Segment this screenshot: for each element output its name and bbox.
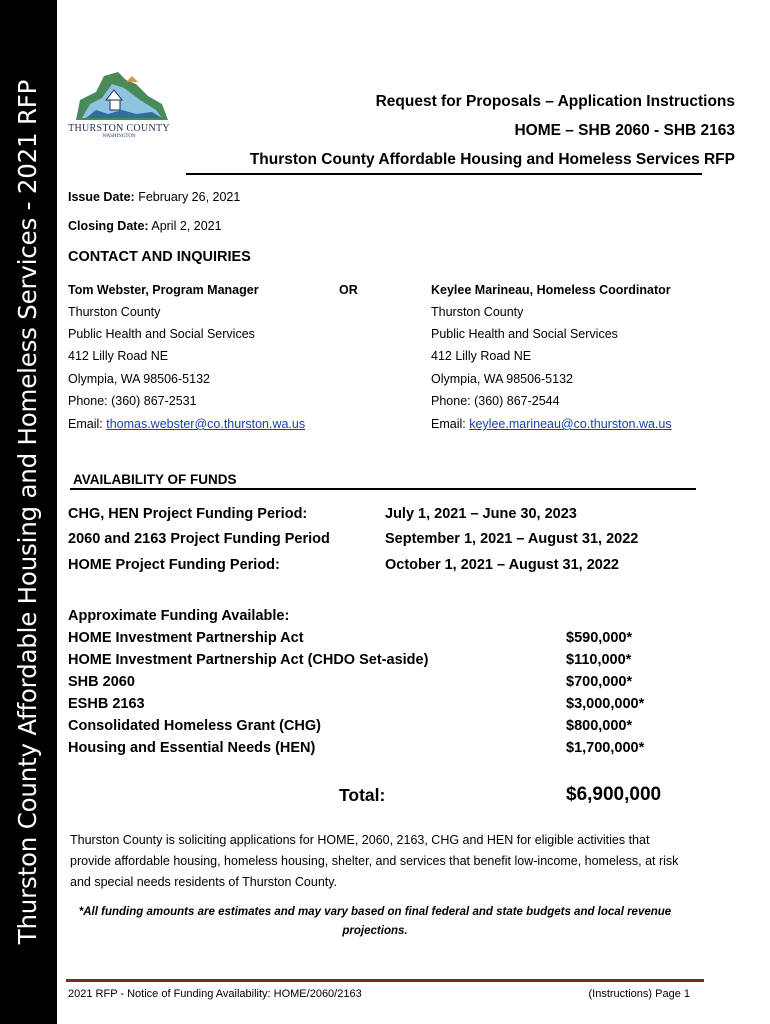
issue-date xyxy=(68,190,240,204)
contact-right-email-label: Email: xyxy=(431,417,466,431)
fund-amount: $590,000* xyxy=(566,630,633,646)
footer-left: 2021 RFP - Notice of Funding Availability: HOME/2060/2163 xyxy=(68,988,362,1000)
fund-name: HOME Investment Partnership Act (CHDO Set-aside) xyxy=(68,652,429,668)
fund-amount: $1,700,000* xyxy=(566,740,645,756)
sidebar-banner xyxy=(0,0,57,1024)
fund-amount: $700,000* xyxy=(566,674,633,690)
period-value-home: October 1, 2021 – August 31, 2022 xyxy=(385,557,619,573)
contact-or: OR xyxy=(339,283,358,297)
contact-left-email-link[interactable]: thomas.webster@co.thurston.wa.us xyxy=(106,417,306,431)
header-title: Request for Proposals – Application Instructions xyxy=(375,93,735,110)
contact-left-email-row xyxy=(68,417,305,431)
header-programs: HOME – SHB 2060 - SHB 2163 xyxy=(514,122,735,139)
contact-right-dept: Public Health and Social Services xyxy=(431,327,618,341)
availability-rule xyxy=(70,488,696,490)
contact-right-email-row xyxy=(431,417,672,431)
logo-state: WASHINGTON xyxy=(102,134,136,139)
contact-heading: CONTACT AND INQUIRIES xyxy=(68,249,251,265)
closing-date-label: Closing Date: xyxy=(68,219,149,233)
period-value-chg-hen: July 1, 2021 – June 30, 2023 xyxy=(385,506,577,522)
contact-right-phone: Phone: (360) 867-2544 xyxy=(431,394,560,408)
fund-name: SHB 2060 xyxy=(68,674,135,690)
contact-left-org: Thurston County xyxy=(68,305,161,319)
header-rfp-name: Thurston County Affordable Housing and Homeless Services RFP xyxy=(249,151,735,168)
fund-name: Consolidated Homeless Grant (CHG) xyxy=(68,718,321,734)
footer-page-number: (Instructions) Page 1 xyxy=(588,988,690,1000)
contact-left-street: 412 Lilly Road NE xyxy=(68,349,169,363)
contact-left-phone: Phone: (360) 867-2531 xyxy=(68,394,197,408)
contact-left-name: Tom Webster, Program Manager xyxy=(68,283,259,297)
county-logo-graphic xyxy=(66,70,172,122)
period-value-2060-2163: September 1, 2021 – August 31, 2022 xyxy=(385,531,639,547)
fund-amount: $3,000,000* xyxy=(566,696,645,712)
contact-left-city: Olympia, WA 98506-5132 xyxy=(68,372,210,386)
contact-right-name: Keylee Marineau, Homeless Coordinator xyxy=(431,283,671,297)
county-logo xyxy=(66,70,172,148)
funding-disclaimer: *All funding amounts are estimates and may vary based on final federal and state budgets and local revenue projections. xyxy=(78,906,672,937)
contact-left-dept: Public Health and Social Services xyxy=(68,327,255,341)
period-label-home: HOME Project Funding Period: xyxy=(68,557,280,573)
period-label-chg-hen: CHG, HEN Project Funding Period: xyxy=(68,506,308,522)
period-label-2060-2163: 2060 and 2163 Project Funding Period xyxy=(68,531,330,547)
contact-right-city: Olympia, WA 98506-5132 xyxy=(431,372,573,386)
header-rule xyxy=(186,173,702,175)
fund-name: HOME Investment Partnership Act xyxy=(68,630,304,646)
closing-date-value: April 2, 2021 xyxy=(151,219,222,233)
issue-date-label: Issue Date: xyxy=(68,190,135,204)
contact-right-street: 412 Lilly Road NE xyxy=(431,349,532,363)
availability-heading: AVAILABILITY OF FUNDS xyxy=(73,472,237,487)
closing-date xyxy=(68,219,222,233)
contact-right-org: Thurston County xyxy=(431,305,524,319)
issue-date-value: February 26, 2021 xyxy=(138,190,241,204)
logo-county-name: THURSTON COUNTY xyxy=(68,123,170,134)
fund-name: Housing and Essential Needs (HEN) xyxy=(68,740,316,756)
sidebar-title: Thurston County Affordable Housing and Homeless Services - 2021 RFP xyxy=(13,79,42,945)
total-label: Total: xyxy=(339,785,386,805)
contact-right-email-link[interactable]: keylee.marineau@co.thurston.wa.us xyxy=(469,417,672,431)
fund-amount: $800,000* xyxy=(566,718,633,734)
contact-left-email-label: Email: xyxy=(68,417,103,431)
fund-amount: $110,000* xyxy=(566,652,632,668)
approx-funding-heading: Approximate Funding Available: xyxy=(68,608,290,624)
footer-rule xyxy=(66,979,704,982)
body-paragraph: Thurston County is soliciting applications for HOME, 2060, 2163, CHG and HEN for eligible activities that provide affordable housing, homeless housing, shelter, and services that benefit low-income, homeless, at risk and special needs residents of Thurston County. xyxy=(70,833,679,889)
total-value: $6,900,000 xyxy=(566,784,662,805)
fund-name: ESHB 2163 xyxy=(68,696,145,712)
